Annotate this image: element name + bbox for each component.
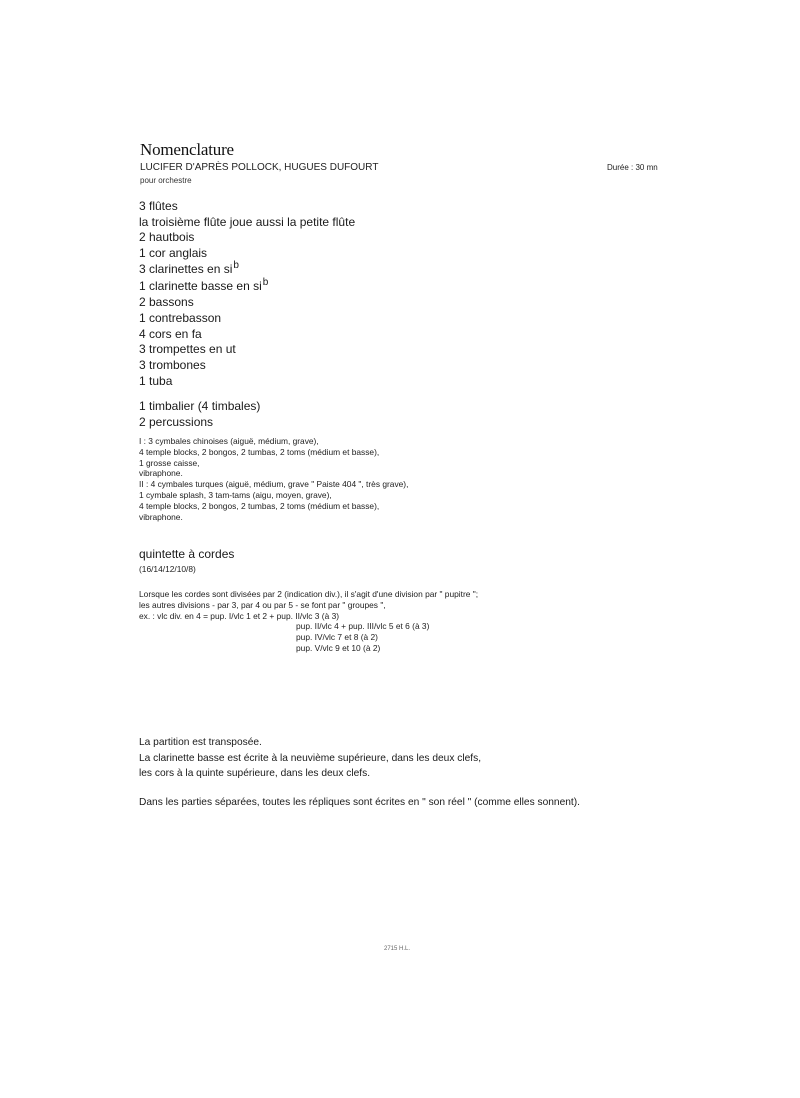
work-title: LUCIFER D'APRÈS POLLOCK, HUGUES DUFOURT	[140, 162, 379, 173]
note-line: La clarinette basse est écrite à la neuvième supérieure, dans les deux clefs,	[139, 752, 482, 764]
instrument-line: 1 tuba	[139, 373, 173, 388]
division-notes	[139, 589, 478, 654]
note-line: La partition est transposée.	[139, 737, 262, 748]
detail-line: 1 grosse caisse,	[139, 457, 200, 468]
detail-line: II : 4 cymbales turques (aiguë, médium, grave " Paiste 404 ", très grave),	[139, 479, 409, 490]
separate-parts-note	[139, 795, 580, 811]
flat-sign: b	[233, 259, 239, 271]
scoring-label: pour orchestre	[140, 176, 192, 185]
note-line: les cors à la quinte supérieure, dans les deux clefs.	[139, 768, 371, 779]
detail-line: I : 3 cymbales chinoises (aiguë, médium, grave),	[139, 436, 319, 446]
instrument-line: la troisième flûte joue aussi la petite flûte	[139, 214, 356, 229]
instrument-line: 1 clarinette basse en $si^b$	[139, 276, 269, 293]
instrument-line: 3 trompettes en ut	[139, 342, 236, 357]
instrument-line: 3 trombones	[139, 358, 206, 373]
page-title: Nomenclature	[140, 140, 234, 159]
note-line: ex. : vlc div. en 4 = pup. I/vlc 1 et 2 + pup. II/vlc 3 (à 3)	[139, 610, 340, 621]
instrument-line: 2 bassons	[139, 295, 194, 310]
instrument-line: 3 flûtes	[139, 199, 178, 213]
duration-label: Durée : 30 mn	[607, 163, 658, 172]
strings-numbers: (16/14/12/10/8)	[139, 564, 196, 574]
detail-line: 4 temple blocks, 2 bongos, 2 tumbas, 2 toms (médium et basse),	[139, 446, 380, 457]
instrument-line: 3 clarinettes en $si^b$	[139, 259, 239, 276]
instrument-line: 1 contrebasson	[139, 310, 222, 325]
detail-line: vibraphone.	[139, 468, 183, 479]
percussion-list	[139, 399, 260, 430]
transposition-notes	[139, 735, 481, 782]
note-line: Dans les parties séparées, toutes les répliques sont écrites en " son réel " (comme elles sonnent).	[139, 797, 580, 808]
example-line: pup. V/vlc 9 et 10 (à 2)	[296, 642, 381, 653]
instrument-line: 2 percussions	[139, 414, 214, 429]
instrument-line: 2 hautbois	[139, 230, 195, 245]
percussion-details	[139, 436, 408, 522]
instrument-line: 1 timbalier (4 timbales)	[139, 399, 261, 413]
detail-line: vibraphone.	[139, 511, 183, 522]
instrument-line: 1 cor anglais	[139, 246, 208, 261]
instrument-line: 4 cors en fa	[139, 326, 202, 341]
note-line: les autres divisions - par 3, par 4 ou par 5 - se font par " groupes ",	[139, 599, 386, 610]
detail-line: 4 temple blocks, 2 bongos, 2 tumbas, 2 toms (médium et basse),	[139, 500, 380, 511]
winds-list	[139, 199, 355, 389]
note-line: Lorsque les cordes sont divisées par 2 (indication div.), il s'agit d'une division par " pupitre ";	[139, 589, 479, 599]
example-line: pup. IV/vlc 7 et 8 (à 2)	[296, 632, 378, 643]
plate-number: 2715 H.L.	[384, 946, 411, 952]
flat-sign: b	[262, 276, 269, 288]
strings-heading: quintette à cordes	[139, 547, 235, 561]
example-line: pup. II/vlc 4 + pup. III/vlc 5 et 6 (à 3)	[296, 621, 430, 632]
detail-line: 1 cymbale splash, 3 tam-tams (aigu, moyen, grave),	[139, 489, 332, 500]
